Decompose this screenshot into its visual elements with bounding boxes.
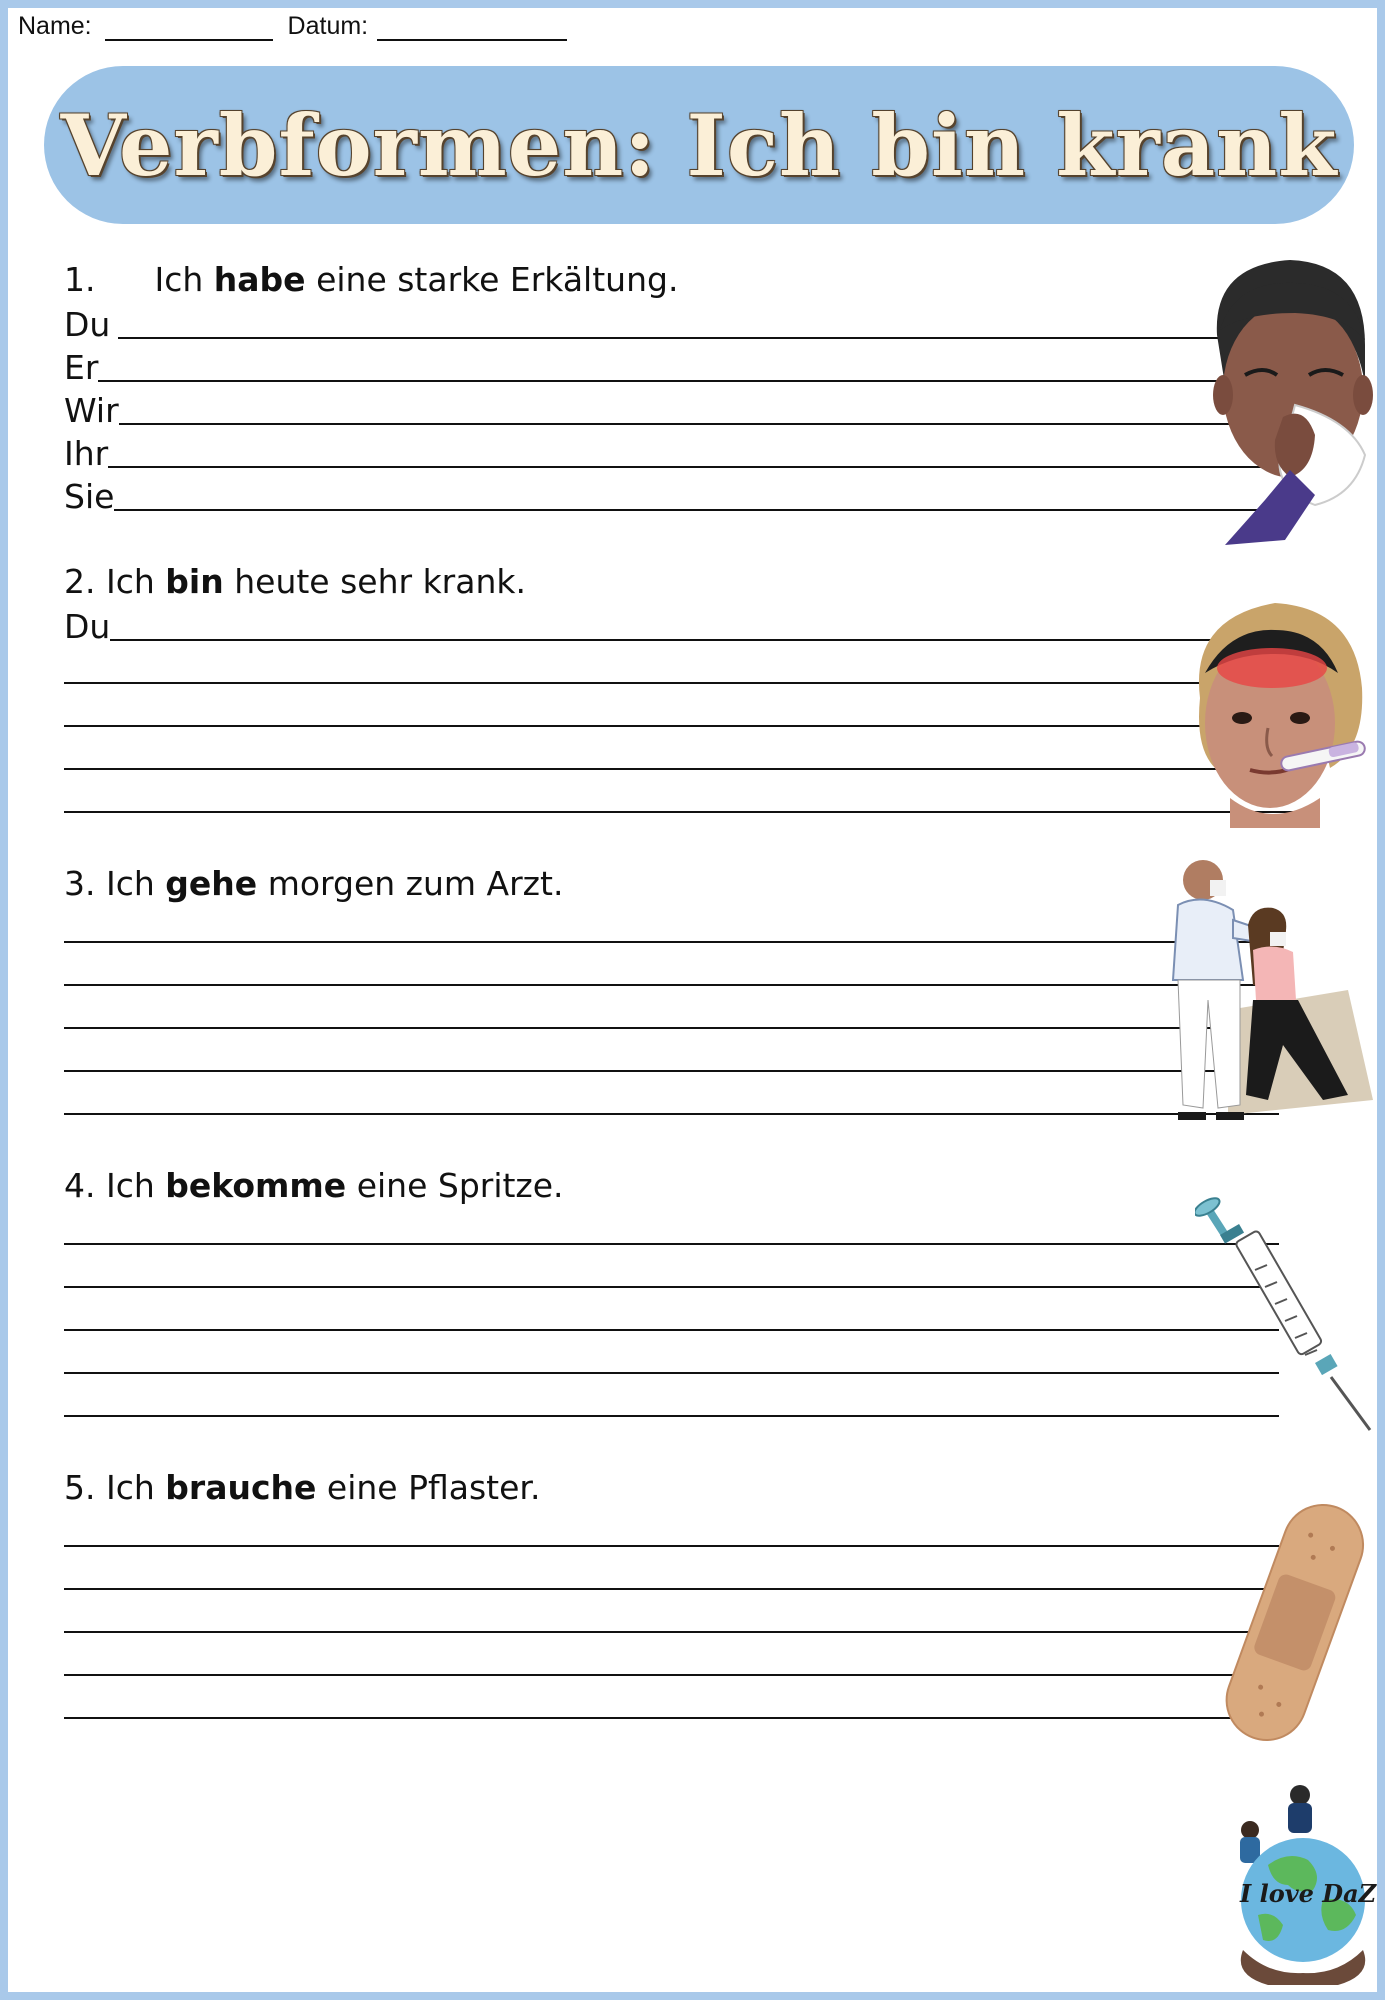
exercise-number: 1. <box>64 260 96 299</box>
answer-line[interactable] <box>64 1329 1279 1331</box>
exercise-prompt <box>64 560 1299 604</box>
exercise-rest: morgen zum Arzt. <box>267 864 564 903</box>
answer-row <box>64 949 1279 992</box>
fever-thermometer-icon <box>1180 598 1370 828</box>
answer-row <box>64 431 1299 474</box>
name-label: Name: <box>18 12 92 40</box>
answer-row <box>64 1380 1279 1423</box>
name-blank[interactable] <box>105 13 273 41</box>
syringe-icon <box>1195 1195 1375 1435</box>
date-blank[interactable] <box>377 13 567 41</box>
answer-line[interactable] <box>64 1588 1279 1590</box>
answer-row <box>64 604 1299 647</box>
exercise-verb: bekomme <box>165 1166 347 1205</box>
bandage-icon <box>1210 1495 1380 1750</box>
answer-line[interactable] <box>64 768 1299 770</box>
answer-line[interactable] <box>64 941 1279 943</box>
exercise-verb: habe <box>213 260 306 299</box>
answer-line[interactable] <box>108 466 1299 468</box>
exercise-1 <box>64 258 1299 517</box>
answer-row <box>64 1553 1279 1596</box>
answer-row <box>64 647 1299 690</box>
exercise-rest: eine starke Erkältung. <box>316 260 679 299</box>
answer-line[interactable] <box>119 423 1299 425</box>
answer-line[interactable] <box>64 1243 1279 1245</box>
exercise-2 <box>64 560 1299 819</box>
answer-line[interactable] <box>64 1674 1279 1676</box>
exercise-number: 3. <box>64 864 96 903</box>
exercise-subject: Ich <box>154 260 204 299</box>
answer-line[interactable] <box>64 1631 1279 1633</box>
answer-line[interactable] <box>64 725 1299 727</box>
name-date-header <box>18 12 567 41</box>
answer-line[interactable] <box>64 682 1299 684</box>
answer-line[interactable] <box>64 1415 1279 1417</box>
answer-row <box>64 1510 1279 1553</box>
exercise-number: 5. <box>64 1468 96 1507</box>
answer-row <box>64 302 1299 345</box>
answer-line[interactable] <box>64 811 1299 813</box>
answer-line[interactable] <box>64 1027 1279 1029</box>
title-banner <box>44 66 1354 224</box>
answer-row <box>64 1639 1279 1682</box>
answer-row <box>64 388 1299 431</box>
exercise-number: 2. <box>64 562 96 601</box>
answer-line[interactable] <box>64 1717 1279 1719</box>
answer-row <box>64 1596 1279 1639</box>
answer-row <box>64 992 1279 1035</box>
pronoun-label: Du <box>64 607 111 646</box>
answer-row <box>64 733 1299 776</box>
answer-row <box>64 474 1299 517</box>
answer-line[interactable] <box>114 509 1299 511</box>
answer-line[interactable] <box>64 984 1279 986</box>
exercise-subject: Ich <box>106 1468 155 1507</box>
exercise-rest: heute sehr krank. <box>234 562 526 601</box>
exercise-verb: gehe <box>165 864 258 903</box>
pronoun-label: Ihr <box>64 434 109 473</box>
doctor-patient-icon <box>1148 850 1378 1120</box>
globe-children-logo <box>1228 1785 1378 1990</box>
page-title: Verbformen: Ich bin krank <box>60 95 1338 195</box>
answer-line[interactable] <box>64 1113 1279 1115</box>
exercise-rest: eine Spritze. <box>356 1166 564 1205</box>
exercise-subject: Ich <box>106 864 155 903</box>
exercise-4 <box>64 1164 1279 1423</box>
answer-row <box>64 1035 1279 1078</box>
answer-row <box>64 345 1299 388</box>
answer-line[interactable] <box>64 1070 1279 1072</box>
answer-line[interactable] <box>110 639 1299 641</box>
answer-row <box>64 776 1299 819</box>
logo-text: I love DaZ <box>1240 1879 1377 1908</box>
exercise-subject: Ich <box>106 562 155 601</box>
exercise-3 <box>64 862 1279 1121</box>
answer-row <box>64 906 1279 949</box>
answer-row <box>64 1682 1279 1725</box>
exercise-subject: Ich <box>106 1166 155 1205</box>
exercise-verb: bin <box>165 562 224 601</box>
man-sneezing-icon <box>1205 255 1375 545</box>
answer-line[interactable] <box>64 1372 1279 1374</box>
pronoun-label: Sie <box>64 477 115 516</box>
pronoun-label: Du <box>64 305 111 344</box>
date-label: Datum: <box>287 12 369 40</box>
answer-row <box>64 1294 1279 1337</box>
exercise-prompt <box>64 1164 1279 1208</box>
exercise-5 <box>64 1466 1279 1725</box>
exercise-verb: brauche <box>165 1468 317 1507</box>
exercise-prompt <box>64 1466 1279 1510</box>
answer-row <box>64 1251 1279 1294</box>
answer-row <box>64 1078 1279 1121</box>
answer-line[interactable] <box>98 380 1299 382</box>
answer-row <box>64 690 1299 733</box>
exercise-number: 4. <box>64 1166 96 1205</box>
pronoun-label: Wir <box>64 391 119 430</box>
answer-line[interactable] <box>64 1286 1279 1288</box>
exercise-prompt <box>64 258 1299 302</box>
pronoun-label: Er <box>64 348 99 387</box>
answer-row <box>64 1337 1279 1380</box>
answer-line[interactable] <box>64 1545 1279 1547</box>
exercise-prompt <box>64 862 1279 906</box>
answer-row <box>64 1208 1279 1251</box>
exercise-rest: eine Pflaster. <box>326 1468 541 1507</box>
answer-line[interactable] <box>118 337 1299 339</box>
